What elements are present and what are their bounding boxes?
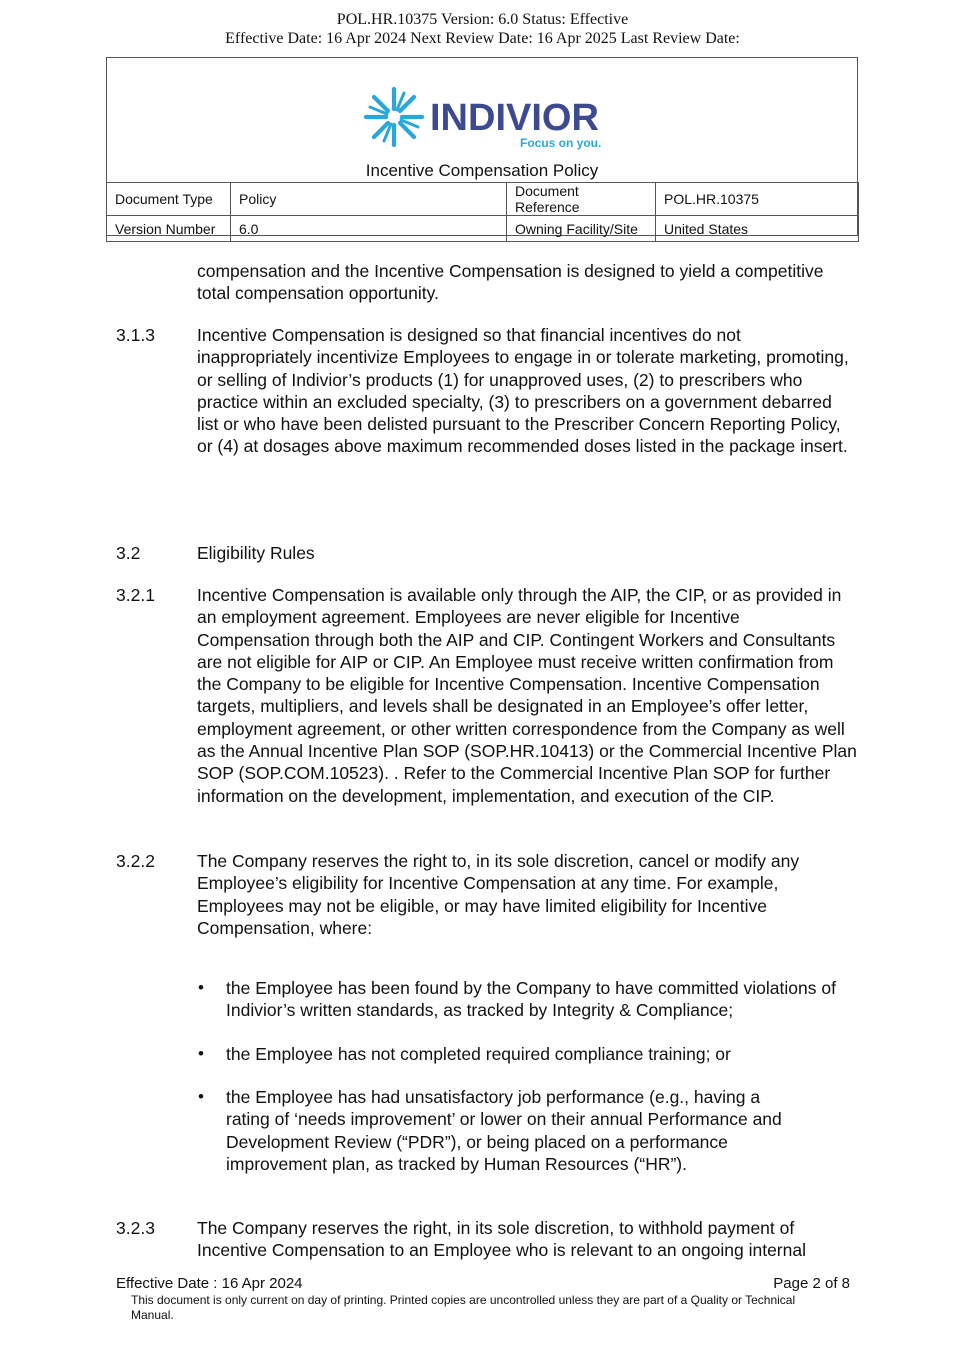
logo-tagline: Focus on you.	[520, 136, 602, 150]
policy-title: Incentive Compensation Policy	[365, 161, 599, 180]
section-number-3-2-3: 3.2.3	[116, 1218, 155, 1238]
section-3-1-3-text: Incentive Compensation is designed so that financial incentives do not inappropriately incentivize Employees to engage in or tolerate marketing, promoting, or selling of Indivior’s products (1) for unapproved uses, (2) to prescribers who practice within an excluded specialty, (3) to prescribers on a government debarred list or who have been delisted pursuant to the Prescriber Concern Reporting Policy, or (4) at dosages above maximum recommended doses listed in the package insert.	[197, 325, 849, 457]
label-document-type: Document Type	[107, 183, 231, 216]
section-3-2-3-text: The Company reserves the right, in its sole discretion, to withhold payment of Incentive Compensation to an Employee who is relevant to an ongoing internal	[197, 1218, 806, 1261]
document-meta-header	[0, 10, 965, 48]
logo-wordmark: INDIVIOR	[430, 97, 599, 139]
table-row	[107, 183, 859, 216]
document-info-table	[106, 182, 859, 242]
section-number-3-2-2: 3.2.2	[116, 851, 155, 871]
footer-effective-date: Effective Date : 16 Apr 2024	[116, 1275, 303, 1292]
indivior-logo	[362, 86, 602, 152]
section-3-2-2-text: The Company reserves the right to, in its sole discretion, cancel or modify any Employee’s eligibility for Incentive Compensation at any time. For example, Employees may not be eligible, or may have limited eligibility for Incentive Compensation, where:	[197, 851, 800, 938]
bullet-icon: •	[198, 1044, 204, 1063]
label-document-reference: Document Reference	[507, 183, 656, 216]
list-item: the Employee has had unsatisfactory job performance (e.g., having a rating of ‘needs improvement’ or lower on their annual Performance and Development Review (“PDR”), or being placed on a performance improvement plan, as tracked by Human Resources (“HR”).	[226, 1087, 782, 1174]
value-version-number: 6.0	[231, 216, 507, 242]
value-document-reference: POL.HR.10375	[656, 183, 859, 216]
footer-disclaimer: This document is only current on day of printing. Printed copies are uncontrolled unless they are part of a Quality or Technical Manual.	[131, 1293, 796, 1322]
footer-page-number: Page 2 of 8	[773, 1275, 850, 1292]
section-number-3-2: 3.2	[116, 543, 141, 563]
meta-line-1: POL.HR.10375 Version: 6.0 Status: Effective	[336, 11, 629, 28]
label-version-number: Version Number	[107, 216, 231, 242]
carry-over-paragraph: compensation and the Incentive Compensation is designed to yield a competitive total compensation opportunity.	[197, 261, 824, 304]
value-document-type: Policy	[231, 183, 507, 216]
section-3-2-1-text: Incentive Compensation is available only through the AIP, the CIP, or as provided in an employment agreement. Employees are never eligible for Incentive Compensation through both the AIP and CIP. Contingent Workers and Consultants are not eligible for AIP or CIP. An Employee must receive written confirmation from the Company to be eligible for Incentive Compensation. Incentive Compensation targets, multipliers, and levels shall be designated in an Employee’s offer letter, employment agreement, or other written correspondence from the Company as well as the Annual Incentive Plan SOP (SOP.HR.10413) or the Commercial Incentive Plan SOP (SOP.COM.10523). . Refer to the Commercial Incentive Plan SOP for further information on the development, implementation, and execution of the CIP.	[197, 585, 857, 806]
value-owning-facility: United States	[656, 216, 859, 242]
table-row	[107, 216, 859, 242]
bullet-icon: •	[198, 1087, 204, 1106]
list-item: the Employee has been found by the Company to have committed violations of Indivior’s written standards, as tracked by Integrity & Compliance;	[226, 978, 836, 1021]
section-number-3-2-1: 3.2.1	[116, 585, 155, 605]
list-item: the Employee has not completed required compliance training; or	[226, 1044, 731, 1064]
meta-line-2: Effective Date: 16 Apr 2024 Next Review Date: 16 Apr 2025 Last Review Date:	[225, 30, 740, 47]
section-heading-eligibility-rules: Eligibility Rules	[197, 543, 315, 563]
starburst-logo-icon	[362, 86, 602, 152]
document-header-box	[106, 57, 858, 236]
bullet-icon: •	[198, 978, 204, 997]
label-owning-facility: Owning Facility/Site	[507, 216, 656, 242]
section-number-3-1-3: 3.1.3	[116, 325, 155, 345]
